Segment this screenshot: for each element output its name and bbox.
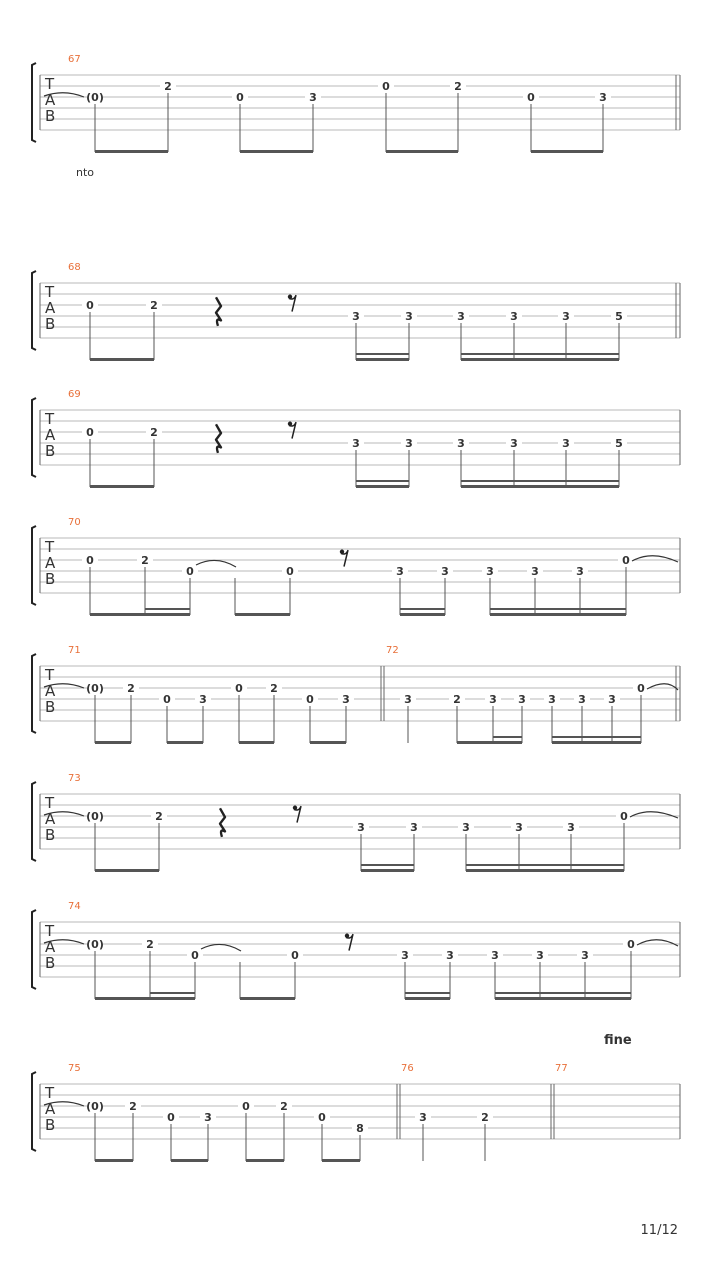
measure-number: 72 [386, 645, 399, 656]
fret-number: (0) [86, 810, 104, 823]
tab-system [32, 517, 680, 616]
fret-number: 2 [127, 682, 135, 695]
fret-number: 0 [286, 565, 294, 578]
beam-secondary [405, 992, 450, 994]
fret-number: (0) [86, 91, 104, 104]
fret-number: 0 [291, 949, 299, 962]
tie-arc [637, 940, 678, 946]
fret-number: 3 [352, 310, 360, 323]
measure-number: 73 [68, 773, 81, 784]
fret-number: 2 [270, 682, 278, 695]
fret-number: 3 [419, 1111, 427, 1124]
fine-marking: fine [604, 1033, 632, 1048]
fret-number: 3 [548, 693, 556, 706]
beam-secondary [495, 992, 631, 994]
tab-clef-letter: B [45, 315, 56, 333]
fret-number: 0 [186, 565, 194, 578]
measure-number: 77 [555, 1063, 568, 1074]
fret-number: 2 [453, 693, 461, 706]
fret-number: 3 [599, 91, 607, 104]
fret-number: 3 [457, 310, 465, 323]
tie-arc [647, 684, 678, 690]
beam [235, 613, 290, 616]
beam-secondary [356, 480, 409, 482]
fret-number: 2 [481, 1111, 489, 1124]
fret-number: 3 [510, 437, 518, 450]
beam [246, 1159, 284, 1162]
beam-secondary [461, 480, 619, 482]
fret-number: 0 [637, 682, 645, 695]
fret-number: 3 [410, 821, 418, 834]
beam [552, 741, 641, 744]
beam-secondary [356, 353, 409, 355]
system-bracket [32, 1072, 36, 1151]
tie-arc [630, 812, 678, 818]
fret-number: 0 [236, 91, 244, 104]
beam-secondary [493, 736, 522, 738]
fret-number: 3 [199, 693, 207, 706]
fret-number: 3 [404, 693, 412, 706]
measure-number: 69 [68, 389, 81, 400]
tab-system [32, 1063, 680, 1162]
fret-number: 0 [527, 91, 535, 104]
tab-clef-letter: B [45, 954, 56, 972]
tab-clef-letter: T [45, 794, 55, 812]
quarter-rest [220, 808, 225, 837]
tab-clef-letter: B [45, 107, 56, 125]
fret-number: 3 [581, 949, 589, 962]
tab-system [32, 54, 680, 153]
beam [90, 485, 154, 488]
beam-secondary [361, 864, 414, 866]
measure-number: 74 [68, 901, 81, 912]
measure-number: 70 [68, 517, 81, 528]
beam [356, 485, 409, 488]
fret-number: 0 [163, 693, 171, 706]
beam [167, 741, 203, 744]
tab-clef-letter: T [45, 75, 55, 93]
fret-number: 0 [191, 949, 199, 962]
beam [466, 869, 624, 872]
fret-number: 2 [155, 810, 163, 823]
beam [405, 997, 450, 1000]
fret-number: 3 [441, 565, 449, 578]
system-bracket [32, 271, 36, 350]
tab-clef-letter: A [45, 810, 56, 828]
fret-number: 3 [531, 565, 539, 578]
measure-number: 75 [68, 1063, 81, 1074]
beam [461, 358, 619, 361]
beam [400, 613, 445, 616]
beam [150, 997, 195, 1000]
beam-secondary [145, 608, 190, 610]
tab-clef-letter: A [45, 938, 56, 956]
tab-clef-letter: B [45, 570, 56, 588]
tab-system [32, 901, 680, 1000]
tab-clef-letter: B [45, 1116, 56, 1134]
tab-clef-letter: T [45, 922, 55, 940]
tab-system [32, 389, 680, 488]
fret-number: 3 [352, 437, 360, 450]
fret-number: 3 [491, 949, 499, 962]
tab-clef-letter: T [45, 283, 55, 301]
beam [239, 741, 274, 744]
fret-number: 0 [167, 1111, 175, 1124]
system-bracket [32, 63, 36, 142]
fret-number: 5 [615, 437, 623, 450]
fret-number: 3 [342, 693, 350, 706]
fret-number: 3 [486, 565, 494, 578]
beam [310, 741, 346, 744]
beam [240, 150, 313, 153]
tab-system [32, 773, 680, 872]
fret-number: 2 [141, 554, 149, 567]
tab-clef-letter: A [45, 299, 56, 317]
fret-number: 0 [627, 938, 635, 951]
tab-clef-letter: A [45, 91, 56, 109]
beam [461, 485, 619, 488]
system-bracket [32, 910, 36, 989]
fret-number: 3 [489, 693, 497, 706]
fret-number: 2 [146, 938, 154, 951]
fret-number: 2 [150, 299, 158, 312]
fret-number: 3 [204, 1111, 212, 1124]
fret-number: 0 [318, 1111, 326, 1124]
tab-clef-letter: A [45, 1100, 56, 1118]
fret-number: (0) [86, 682, 104, 695]
beam [495, 997, 631, 1000]
fret-number: 0 [235, 682, 243, 695]
measure-number: 67 [68, 54, 81, 65]
beam-secondary [490, 608, 626, 610]
fret-number: 2 [150, 426, 158, 439]
fret-number: 3 [309, 91, 317, 104]
fret-number: 2 [129, 1100, 137, 1113]
beam [95, 869, 159, 872]
beam [145, 613, 190, 616]
beam-secondary [150, 992, 195, 994]
fret-number: 8 [356, 1122, 364, 1135]
beam-secondary [400, 608, 445, 610]
tab-clef-letter: T [45, 538, 55, 556]
beam [95, 1159, 133, 1162]
fret-number: 3 [401, 949, 409, 962]
fret-number: 3 [457, 437, 465, 450]
system-bracket [32, 398, 36, 477]
beam [361, 869, 414, 872]
fret-number: 3 [510, 310, 518, 323]
tab-system [32, 262, 680, 361]
tab-clef-letter: T [45, 1084, 55, 1102]
beam [240, 997, 295, 1000]
fret-number: 3 [562, 437, 570, 450]
fret-number: 3 [608, 693, 616, 706]
tab-clef-letter: A [45, 554, 56, 572]
measure-number: 68 [68, 262, 81, 273]
tie-arc [201, 944, 241, 951]
fret-number: 3 [562, 310, 570, 323]
beam [90, 358, 154, 361]
beam [95, 150, 168, 153]
fret-number: 3 [396, 565, 404, 578]
beam [531, 150, 603, 153]
fret-number: 3 [405, 310, 413, 323]
fret-number: 3 [576, 565, 584, 578]
fret-number: 0 [620, 810, 628, 823]
fret-number: 3 [567, 821, 575, 834]
fret-number: 3 [515, 821, 523, 834]
fret-number: 5 [615, 310, 623, 323]
tab-clef-letter: T [45, 410, 55, 428]
tab-clef-letter: A [45, 682, 56, 700]
fret-number: 0 [306, 693, 314, 706]
text-annotation: nto [76, 166, 95, 179]
beam [490, 613, 626, 616]
fret-number: 3 [462, 821, 470, 834]
fret-number: 0 [622, 554, 630, 567]
tab-clef-letter: A [45, 426, 56, 444]
fret-number: 2 [164, 80, 172, 93]
tab-system [32, 645, 680, 744]
system-bracket [32, 782, 36, 861]
fret-number: 3 [518, 693, 526, 706]
fret-number: 2 [454, 80, 462, 93]
fret-number: 2 [280, 1100, 288, 1113]
fret-number: 0 [86, 299, 94, 312]
measure-number: 76 [401, 1063, 414, 1074]
fret-number: 0 [382, 80, 390, 93]
beam-secondary [552, 736, 641, 738]
page-number: 11/12 [640, 1223, 678, 1238]
quarter-rest [216, 297, 221, 326]
fret-number: 3 [578, 693, 586, 706]
fret-number: 3 [446, 949, 454, 962]
fret-number: (0) [86, 938, 104, 951]
fret-number: 3 [536, 949, 544, 962]
fret-number: 0 [86, 426, 94, 439]
fret-number: 3 [357, 821, 365, 834]
tie-arc [196, 560, 236, 567]
tab-clef-letter: B [45, 826, 56, 844]
fret-number: 0 [242, 1100, 250, 1113]
beam [356, 358, 409, 361]
beam [386, 150, 458, 153]
beam [171, 1159, 208, 1162]
tie-arc [632, 556, 678, 562]
tab-clef-letter: B [45, 442, 56, 460]
beam [493, 741, 522, 744]
fret-number: (0) [86, 1100, 104, 1113]
fret-number: 0 [86, 554, 94, 567]
system-bracket [32, 526, 36, 605]
tab-clef-letter: B [45, 698, 56, 716]
quarter-rest [216, 424, 221, 453]
measure-number: 71 [68, 645, 81, 656]
beam-secondary [466, 864, 624, 866]
system-bracket [32, 654, 36, 733]
beam-secondary [461, 353, 619, 355]
tab-clef-letter: T [45, 666, 55, 684]
fret-number: 3 [405, 437, 413, 450]
beam [322, 1159, 360, 1162]
beam [95, 741, 131, 744]
